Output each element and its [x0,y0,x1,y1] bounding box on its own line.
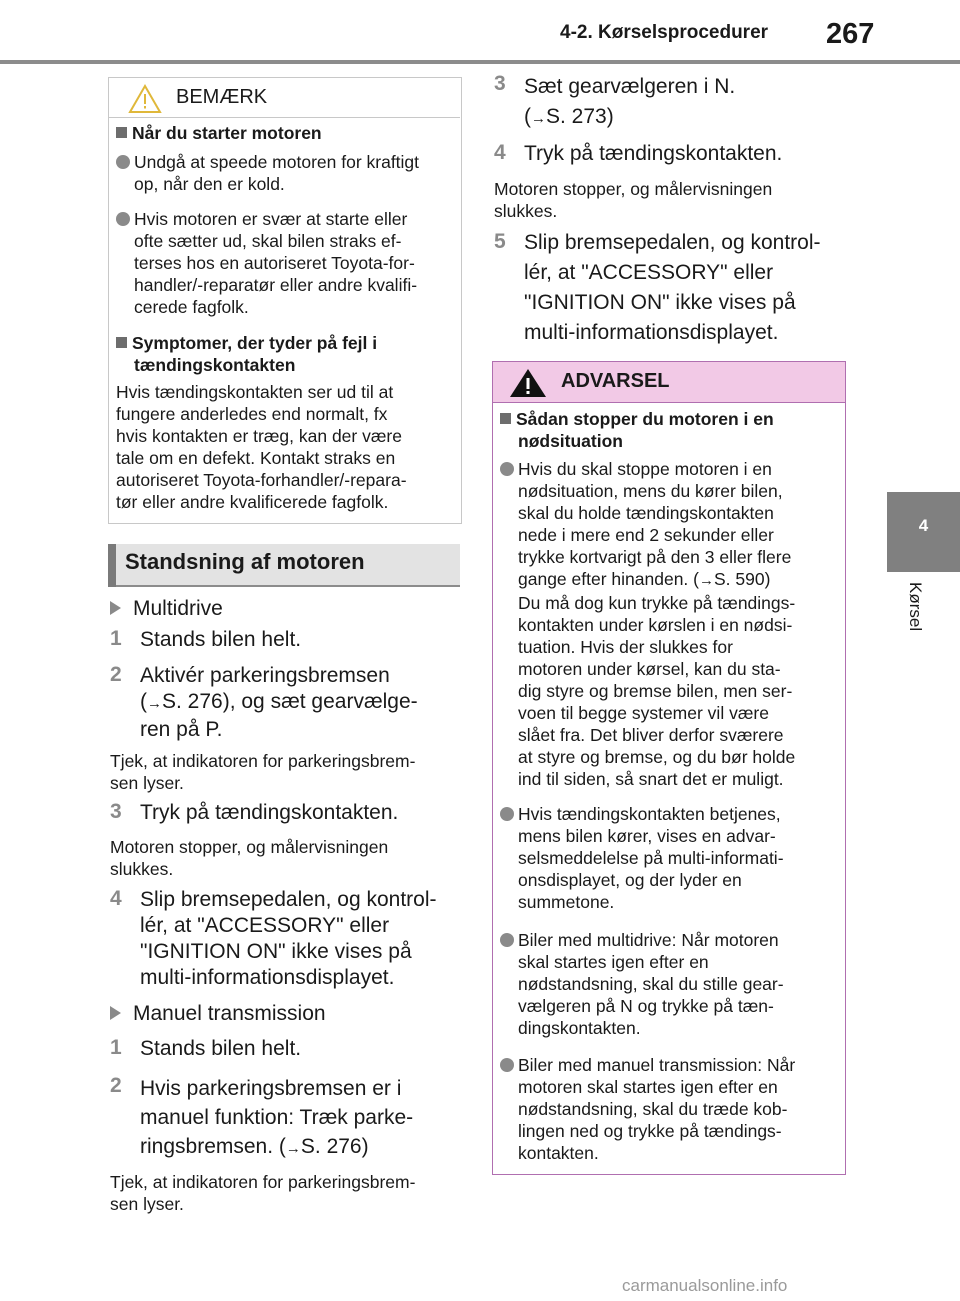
note-bullet-2 [134,208,417,318]
text-line: slukkes. [110,859,174,879]
note-heading-text: tændingskontakten [134,355,296,375]
manual-step-2 [140,1074,413,1163]
text-line: skal du holde tændingskontakten [518,503,774,523]
text-line: nødstandsning, skal du stille gear- [518,974,784,994]
text-line: nødsituation, mens du kører bilen, [518,481,783,501]
text-line: lér, at "ACCESSORY" eller [140,914,390,937]
triangle-bullet-icon [110,1006,121,1020]
bullet-dot-icon [500,1058,514,1072]
text-line: mens bilen kører, vises en advar- [518,826,776,846]
text-fragment: gange efter hinanden. ( [518,569,699,589]
note-heading-symptoms [116,332,377,376]
text-line: kontakten. [518,1143,599,1163]
text-line: cerede fagfolk. [134,297,249,317]
warning-bullet-4 [518,1054,795,1164]
text-line: sen lyser. [110,773,184,793]
text-line: Biler med manuel transmission: Når [518,1055,796,1075]
text-line: ren på P. [140,718,223,741]
bullet-dot-icon [500,933,514,947]
warning-title: ADVARSEL [561,370,670,392]
note-title: BEMÆRK [176,86,268,108]
text-line: Hvis tændingskontakten ser ud til at [116,382,394,402]
text-line: Tjek, at indikatoren for parkeringsbrem- [110,1172,416,1192]
step-3: Tryk på tændingskontakten. [140,801,399,824]
text-line: nødstandsning, skal du træde kob- [518,1099,788,1119]
text-line: Hvis motoren er svær at starte eller [134,209,408,229]
manual-step-5 [524,228,821,348]
warning-bullet-1 [518,458,795,790]
footer-watermark: carmanualsonline.info [622,1276,788,1295]
arrow-icon: → [285,1140,301,1157]
page-reference[interactable]: S. 273) [546,105,614,128]
text-line: sen lyser. [110,1194,184,1214]
text-line: ind til siden, så snart det er muligt. [518,769,784,789]
arrow-icon: → [531,110,546,127]
warning-heading-text: nødsituation [518,431,623,451]
text-line: Motoren stopper, og målervisningen [110,837,389,857]
text-line: summetone. [518,892,615,912]
step-number: 1 [110,627,122,650]
text-line: terses hos en autoriseret Toyota-for- [134,253,415,273]
subheading-multidrive [110,597,223,621]
text-line: at styre og bremse, og du bør holde [518,747,796,767]
manual-step-4-note [494,178,772,222]
text-line: handler/-reparatør eller andre kvalifi- [134,275,418,295]
page-reference[interactable]: S. 590) [713,569,771,589]
text-line: Hvis parkeringsbremsen er i [140,1077,402,1100]
text-line: Undgå at speede motoren for kraftigt [134,152,420,172]
step-number: 2 [110,663,122,686]
text-line: manuel funktion: Træk parke- [140,1106,414,1129]
note-paragraph [116,381,407,513]
section-title: Standsning af motoren [125,549,365,574]
text-fragment: ( [524,105,531,128]
square-bullet-icon [116,127,127,138]
text-line: hvis kontakten er træg, kan der være [116,426,402,446]
arrow-icon: → [698,572,714,589]
text-line: dingskontakten. [518,1018,641,1038]
warning-bullet-3 [518,929,784,1039]
text-line: Sæt gearvælgeren i N. [524,75,736,98]
text-line: op, når den er kold. [134,174,285,194]
note-heading-starting [116,122,322,144]
step-4 [140,887,437,991]
manual-step-4: Tryk på tændingskontakten. [524,142,783,165]
manual-step-3 [524,72,735,134]
step-number: 2 [110,1074,122,1097]
subheading-text: Multidrive [133,597,223,620]
text-line: "IGNITION ON" ikke vises på [524,291,796,314]
text-line: tuation. Hvis der slukkes for [518,637,733,657]
page-reference[interactable]: S. 276) [300,1135,369,1158]
text-line: Du må dog kun trykke på tændings- [518,593,796,613]
step-number: 4 [494,141,506,164]
text-line: Hvis du skal stoppe motoren i en [518,459,772,479]
text-line: onsdisplayet, og der lyder en [518,870,742,890]
text-line: vælgeren på N og trykke på tæn- [518,996,774,1016]
text-fragment: ( [140,690,147,713]
text-line: kontakten under kørslen i en nødsi- [518,615,793,635]
step-2-note [110,750,415,794]
page-number: 267 [826,18,875,50]
caution-triangle-icon [128,84,162,114]
section-header: 4-2. Kørselsprocedurer [560,22,769,43]
square-bullet-icon [500,413,511,424]
note-heading-text: Symptomer, der tyder på fejl i [132,333,378,353]
text-line: trykke kortvarigt på den 3 eller flere [518,547,792,567]
text-line: motoren skal startes igen efter en [518,1077,778,1097]
text-line: Slip bremsepedalen, og kontrol- [524,231,821,254]
note-bullet-1 [134,151,419,195]
warning-heading [500,408,774,452]
text-line: tør eller andre kvalificerede fagfolk. [116,492,389,512]
text-line: Motoren stopper, og målervisningen [494,179,773,199]
square-bullet-icon [116,337,127,348]
step-3-note [110,836,388,880]
text-line: lér, at "ACCESSORY" eller [524,261,774,284]
step-number: 3 [494,72,506,95]
bullet-dot-icon [500,462,514,476]
text-line: autoriseret Toyota-forhandler/-repara- [116,470,407,490]
page-reference[interactable]: S. 276), og sæt gearvælge- [162,690,418,713]
subheading-text: Manuel transmission [133,1002,326,1025]
text-line: Tjek, at indikatoren for parkeringsbrem- [110,751,416,771]
text-line: dig styre og bremse bilen, men ser- [518,681,793,701]
text-line: lingen ned og trykke på tændings- [518,1121,782,1141]
text-line: multi-informationsdisplayet. [140,966,395,989]
arrow-icon: → [147,695,162,712]
warning-triangle-icon [508,367,548,399]
step-number: 5 [494,230,506,253]
text-line: ofte sætter ud, skal bilen straks ef- [134,231,402,251]
text-line: selsmeddelelse på multi-informati- [518,848,784,868]
step-2 [140,663,418,743]
section-heading-accent [108,544,116,587]
text-line: Biler med multidrive: Når motoren [518,930,779,950]
step-number: 3 [110,800,122,823]
bullet-dot-icon [116,155,130,169]
text-line: Hvis tændingskontakten betjenes, [518,804,781,824]
manual-step-1: Stands bilen helt. [140,1037,302,1060]
text-line: nede i mere end 2 sekunder eller [518,525,774,545]
subheading-manual [110,1002,326,1026]
text-fragment: ringsbremsen. ( [140,1135,286,1158]
text-line: multi-informationsdisplayet. [524,321,779,344]
text-line: motoren under kørsel, kan du sta- [518,659,781,679]
warning-bullet-2 [518,803,784,913]
text-line: skal startes igen efter en [518,952,709,972]
text-line: Aktivér parkeringsbremsen [140,664,390,687]
text-line: voen til begge systemer vil være [518,703,769,723]
text-line: slukkes. [494,201,558,221]
triangle-bullet-icon [110,601,121,615]
bullet-dot-icon [116,212,130,226]
step-number: 4 [110,887,122,910]
bullet-dot-icon [500,807,514,821]
text-line: Slip bremsepedalen, og kontrol- [140,888,437,911]
text-line: tale om en defekt. Kontakt straks en [116,448,396,468]
text-line: fungere anderledes end normalt, fx [116,404,388,424]
note-heading-text: Når du starter motoren [132,123,322,143]
text-line: "IGNITION ON" ikke vises på [140,940,412,963]
chapter-number: 4 [918,516,929,535]
manual-step-2-note [110,1171,415,1215]
warning-heading-text: Sådan stopper du motoren i en [516,409,774,429]
chapter-label: Kørsel [906,582,925,632]
header-rule [0,60,960,64]
step-1: Stands bilen helt. [140,628,302,651]
text-line: slået fra. Det bliver derfor sværere [518,725,784,745]
step-number: 1 [110,1036,122,1059]
